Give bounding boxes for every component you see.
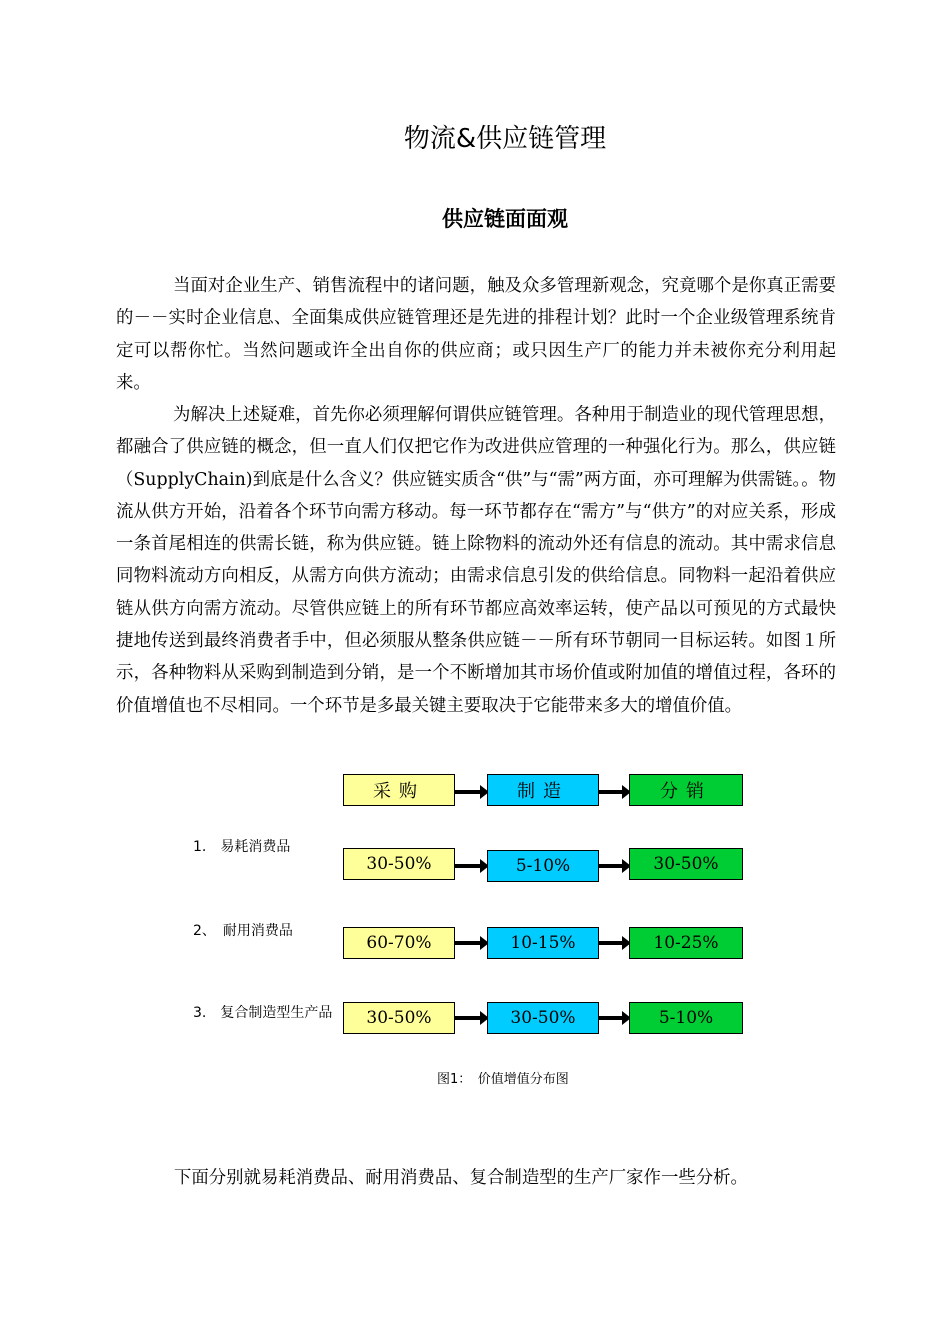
closing-paragraph: 下面分别就易耗消费品、耐用消费品、复合制造型的生产厂家作一些分析。 — [174, 1168, 748, 1188]
arrow-icon — [455, 864, 481, 868]
arrow-icon — [599, 864, 623, 868]
arrow-icon — [599, 941, 623, 945]
header-distribution: 分销 — [629, 774, 743, 806]
row-label: 1. 易耗消费品 — [193, 839, 291, 855]
arrow-icon — [599, 1016, 623, 1020]
figure-caption: 图1： 价值增值分布图 — [437, 1072, 569, 1087]
header-procurement: 采购 — [343, 774, 455, 806]
value-cell: 5-10% — [487, 850, 599, 882]
arrow-icon — [455, 790, 481, 794]
page-title: 物流&供应链管理 — [403, 124, 607, 154]
value-cell: 30-50% — [487, 1002, 599, 1034]
value-added-figure — [185, 770, 765, 1090]
paragraph-text: 当面对企业生产、销售流程中的诸问题，触及众多管理新观念，究竟哪个是你真正需要的－－实时企业信息、全面集成供应链管理还是先进的排程计划？此时一个企业级管理系统肯定可以帮你忙。当然问题或许全出自你的供应商；或只因生产厂的能力并未被你充分利用起来。 — [116, 276, 836, 393]
row-label: 3. 复合制造型生产品 — [193, 1005, 333, 1021]
paragraph-1 — [116, 270, 836, 399]
row-label: 2、 耐用消费品 — [193, 923, 293, 939]
value-cell: 10-25% — [629, 927, 743, 959]
arrow-icon — [455, 1016, 481, 1020]
value-cell: 30-50% — [629, 848, 743, 880]
paragraph-text: 为解决上述疑难，首先你必须理解何谓供应链管理。各种用于制造业的现代管理思想，都融合了供应链的概念，但一直人们仅把它作为改进供应管理的一种强化行为。那么，供应链（SupplyChain)到底是什么含义？供应链实质含“供”与“需”两方面，亦可理解为供需链。。物流从供方开始，沿着各个环节向需方移动。每一环节都存在“需方”与“供方”的对应关系，形成一条首尾相连的供需长链，称为供应链。链上除物料的流动外还有信息的流动。其中需求信息同物料流动方向相反，从需方向供方流动；由需求信息引发的供给信息。同物料一起沿着供应链从供方向需方流动。尽管供应链上的所有环节都应高效率运转，使产品以可预见的方式最快捷地传送到最终消费者手中，但必须服从整条供应链－－所有环节朝同一目标运转。如图１所示，各种物料从采购到制造到分销，是一个不断增加其市场价值或附加值的增值过程，各环的价值增值也不尽相同。一个环节是多最关键主要取决于它能带来多大的增值价值。 — [116, 405, 836, 716]
value-cell: 5-10% — [629, 1002, 743, 1034]
value-cell: 30-50% — [343, 1002, 455, 1034]
paragraph-2 — [116, 399, 836, 722]
arrow-icon — [455, 941, 481, 945]
section-title: 供应链面面观 — [442, 207, 568, 231]
value-cell: 60-70% — [343, 927, 455, 959]
value-cell: 10-15% — [487, 927, 599, 959]
arrow-icon — [599, 790, 623, 794]
header-manufacturing: 制造 — [487, 774, 599, 806]
value-cell: 30-50% — [343, 848, 455, 880]
